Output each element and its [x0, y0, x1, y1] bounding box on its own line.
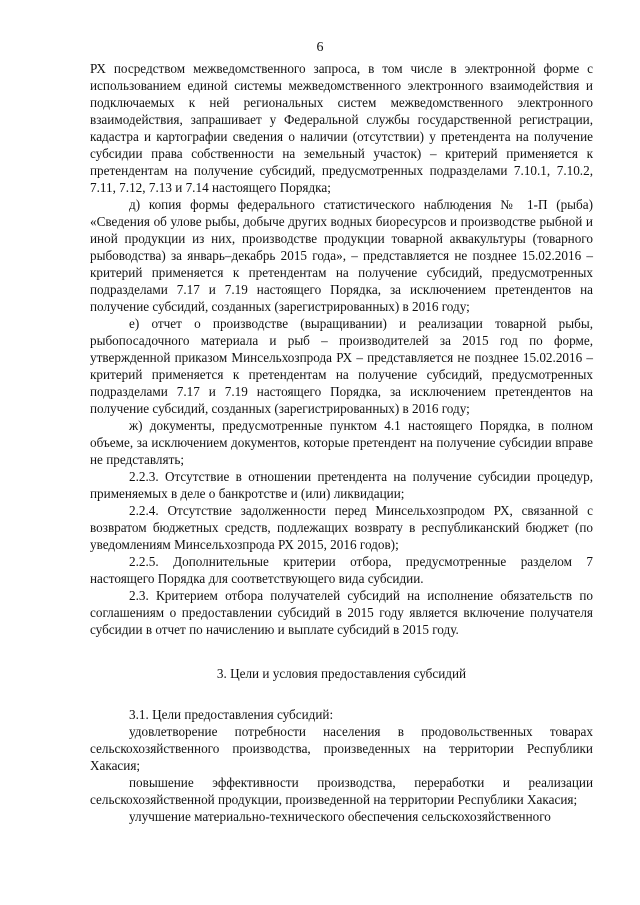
paragraph-3-1: 3.1. Цели предоставления субсидий:: [129, 707, 334, 722]
paragraph-2-2-5: 2.2.5. Дополнительные критерии отбора, предусмотренные разделом 7 настоящего Порядка для соответствующего вида субсидии.: [90, 554, 593, 586]
paragraph-2-2-4: 2.2.4. Отсутствие задолженности перед Минсельхозпродом РХ, связанной с возвратом бюджетных средств, подлежащих возврату в республиканский бюджет (по уведомлениям Минсельхозпрода РХ 2015, 2016 годов);: [90, 503, 593, 552]
paragraph-continuation: РХ посредством межведомственного запроса, в том числе в электронной форме с использованием единой системы межведомственного электронного взаимодействия и подключаемых к ней региональных систем межведомственного электронного взаимодействия, запрашивает у Федеральной службы государственной регистрации, кадастра и картографии сведения о наличии (отсутствии) у претендента на получение субсидии права собственности на земельный участок) – критерий применяется к претендентам на получение субсидий, предусмотренных подразделами 7.10.1, 7.10.2, 7.11, 7.12, 7.13 и 7.14 настоящего Порядка;: [90, 61, 593, 195]
goal-item-1: удовлетворение потребности населения в продовольственных товарах сельскохозяйственного производства, произведенных на территории Республики Хакасия;: [90, 724, 593, 773]
goal-item-2: повышение эффективности производства, переработки и реализации сельскохозяйственной продукции, произведенной на территории Республики Хакасия;: [90, 775, 593, 807]
paragraph-2-2-3: 2.2.3. Отсутствие в отношении претендента на получение субсидии процедур, применяемых в деле о банкротстве и (или) ликвидации;: [90, 469, 593, 501]
page-number: 6: [316, 40, 324, 55]
paragraph-item-d: д) копия формы федерального статистического наблюдения № 1-П (рыба) «Сведения об улове рыбы, добыче других водных биоресурсов и производстве рыбной и иной продукции из них, производстве продукции товарной аквакультуры (товарного рыбоводства) за январь–декабрь 2015 года», – представляется не позднее 15.02.2016 – критерий применяется к претендентам на получение субсидий, предусмотренных подразделами 7.17 и 7.19 настоящего Порядка, за исключением претендентов на получение субсидий, созданных (зарегистрированных) в 2016 году;: [90, 197, 593, 314]
paragraph-item-e: е) отчет о производстве (выращивании) и реализации товарной рыбы, рыбопосадочного материала и рыб – производителей за 2015 год по форме, утвержденной приказом Минсельхозпрода РХ – представляется не позднее 15.02.2016 – критерий применяется к претендентам на получение субсидий, предусмотренных подразделами 7.17 и 7.19 настоящего Порядка, за исключением претендентов на получение субсидий, созданных (зарегистрированных) в 2016 году;: [90, 316, 593, 416]
document-body: [90, 60, 593, 825]
paragraph-item-zh: ж) документы, предусмотренные пунктом 4.1 настоящего Порядка, в полном объеме, за исключением документов, которые претендент на получение субсидии вправе не представлять;: [90, 418, 593, 467]
section-heading: 3. Цели и условия предоставления субсидий: [216, 666, 467, 681]
paragraph-2-3: 2.3. Критерием отбора получателей субсидий на исполнение обязательств по соглашениям о предоставлении субсидий в 2015 году является включение получателя субсидии в отчет по начислению и выплате субсидий в 2015 году.: [90, 588, 593, 637]
goal-item-3: улучшение материально-технического обеспечения сельскохозяйственного: [129, 809, 551, 824]
